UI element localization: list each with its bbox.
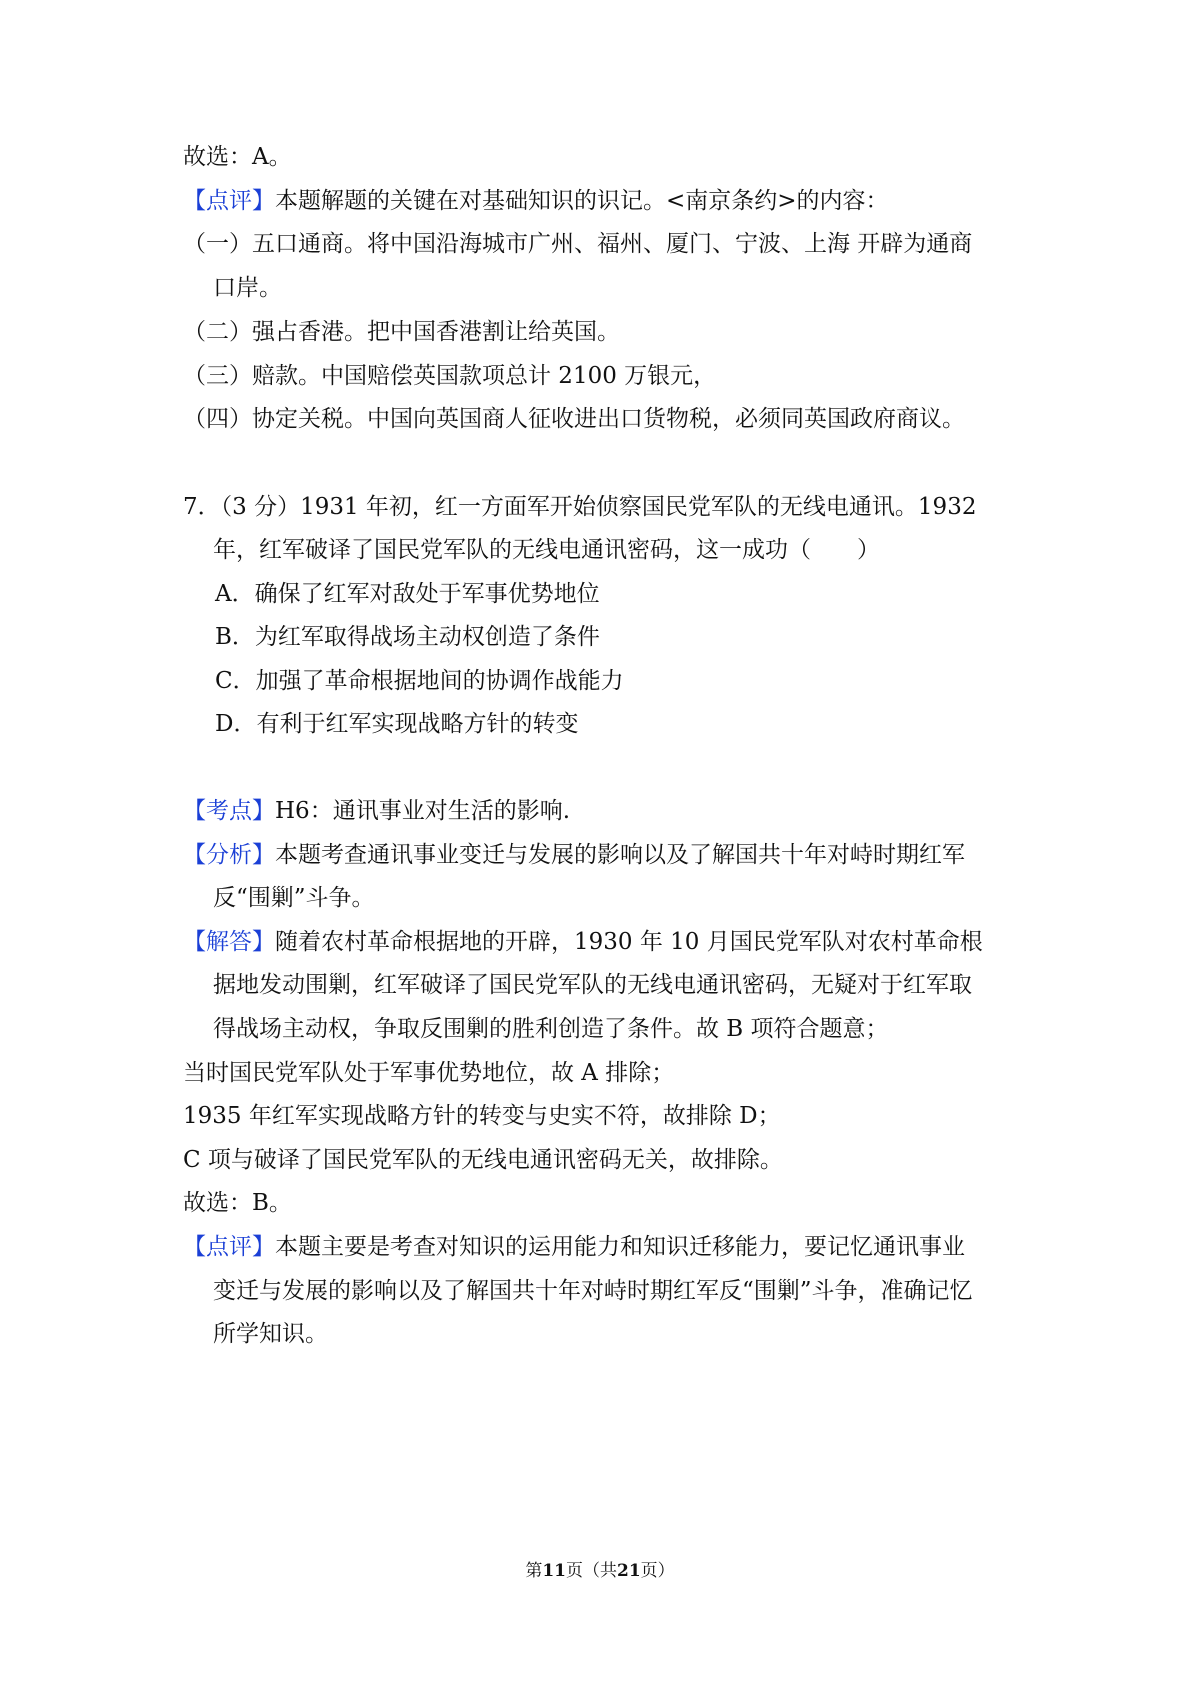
option-a: A．确保了红军对敌处于军事优势地位: [215, 581, 600, 607]
treaty-item-4: （四）协定关税。中国向英国商人征收进出口货物税，必须同英国政府商议。: [183, 406, 965, 432]
footer-page-number: 11: [542, 1561, 566, 1581]
dianping-text: 本题主要是考查对知识的运用能力和知识迁移能力，要记忆通讯事业: [275, 1234, 965, 1260]
previous-answer: 故选：A。: [183, 144, 292, 170]
dianping-tag: 【点评】: [183, 1234, 275, 1260]
option-d: D．有利于红军实现战略方针的转变: [215, 711, 579, 737]
treaty-item-3: （三）赔款。中国赔偿英国款项总计 2100 万银元，: [183, 363, 717, 389]
jieda-line-d: 1935 年红军实现战略方针的转变与史实不符，故排除 D；: [183, 1103, 781, 1129]
jieda-line-c: C 项与破译了国民党军队的无线电通讯密码无关，故排除。: [183, 1147, 783, 1173]
review-text: 本题解题的关键在对基础知识的识记。<南京条约>的内容：: [275, 188, 889, 214]
question-stem-line2: 年，红军破译了国民党军队的无线电通讯密码，这一成功（ ）: [213, 537, 880, 563]
option-b: B．为红军取得战场主动权创造了条件: [215, 624, 600, 650]
question-stem-line1: 7．（3 分）1931 年初，红一方面军开始侦察国民党军队的无线电通讯。1932: [183, 494, 977, 520]
dianping-continued-1: 变迁与发展的影响以及了解国共十年对峙时期红军反“围剿”斗争，准确记忆: [213, 1278, 973, 1304]
review-tag: 【点评】: [183, 188, 275, 214]
treaty-item-1: （一）五口通商。将中国沿海城市广州、福州、厦门、宁波、上海 开辟为通商: [183, 231, 973, 257]
previous-review: [183, 186, 889, 216]
dianping-continued-2: 所学知识。: [213, 1321, 328, 1347]
jieda-text: 随着农村革命根据地的开辟，1930 年 10 月国民党军队对农村革命根: [275, 929, 983, 955]
jieda-continued-2: 得战场主动权，争取反围剿的胜利创造了条件。故 B 项符合题意；: [213, 1016, 889, 1042]
treaty-item-1-continued: 口岸。: [213, 275, 282, 301]
jieda-continued-1: 据地发动围剿，红军破译了国民党军队的无线电通讯密码，无疑对于红军取: [213, 972, 972, 998]
footer-prefix: 第: [525, 1561, 543, 1581]
page-footer: [0, 1560, 1200, 1582]
footer-total-pages: 21: [617, 1561, 641, 1581]
treaty-item-2: （二）强占香港。把中国香港割让给英国。: [183, 319, 620, 345]
dianping: [183, 1232, 965, 1262]
fenxi-text: 本题考查通讯事业变迁与发展的影响以及了解国共十年对峙时期红军: [275, 842, 965, 868]
kaodian-tag: 【考点】: [183, 798, 275, 824]
jieda-line-a: 当时国民党军队处于军事优势地位，故 A 排除；: [183, 1060, 675, 1086]
fenxi-continued: 反“围剿”斗争。: [213, 885, 375, 911]
jieda: [183, 927, 983, 957]
jieda-tag: 【解答】: [183, 929, 275, 955]
footer-suffix: 页）: [640, 1561, 675, 1581]
kaodian-text: H6：通讯事业对生活的影响.: [275, 798, 571, 824]
fenxi-tag: 【分析】: [183, 842, 275, 868]
fenxi: [183, 840, 965, 870]
kaodian: [183, 796, 570, 826]
footer-middle: 页（共: [566, 1561, 617, 1581]
solution-answer: 故选：B。: [183, 1190, 292, 1216]
option-c: C．加强了革命根据地间的协调作战能力: [215, 668, 624, 694]
